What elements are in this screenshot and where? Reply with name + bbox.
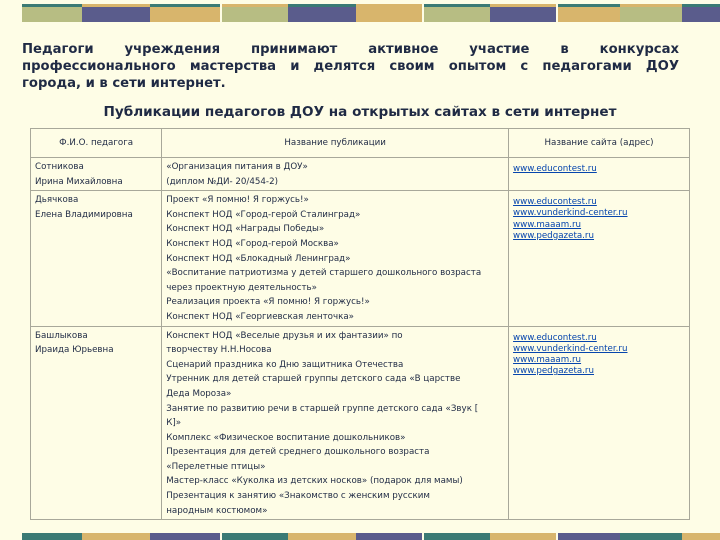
decorative-stripe-accent	[356, 4, 422, 7]
section-title: Публикации педагогов ДОУ на открытых сайтах в сети интернет	[103, 104, 617, 120]
publication-cell	[162, 326, 509, 520]
column-header-publication: Название публикации	[162, 129, 509, 158]
decorative-stripe	[22, 6, 82, 22]
publications-table	[30, 128, 690, 520]
publication-line: Презентация к занятию «Знакомство с женским русским	[166, 491, 430, 502]
top-decorative-stripes	[0, 0, 720, 22]
decorative-stripe	[222, 6, 288, 22]
publication-line: К]»	[166, 418, 182, 429]
table-header-row	[31, 129, 690, 158]
publication-line: Мастер-класс «Куколка из детских носков» (подарок для мамы)	[166, 476, 463, 487]
teacher-name-line: Ираида Юрьевна	[35, 345, 114, 356]
publication-line: «Организация питания в ДОУ»	[166, 162, 308, 172]
publication-line: Конспект НОД «Блокадный Ленинград»	[166, 253, 351, 264]
publication-line: Конспект НОД «Веселые друзья и их фантазии» по	[166, 330, 403, 341]
teacher-cell	[31, 191, 162, 326]
decorative-stripe	[620, 533, 682, 540]
publication-line: Комплекс «Физическое воспитание дошкольников»	[166, 432, 406, 443]
decorative-stripe	[22, 533, 82, 540]
site-link[interactable]: www.maaam.ru	[513, 354, 582, 365]
decorative-stripe	[150, 6, 220, 22]
table-row	[31, 158, 690, 191]
decorative-stripe	[288, 6, 356, 22]
table-row	[31, 326, 690, 520]
table-body	[31, 158, 690, 520]
teacher-name-line: Ирина Михайловна	[35, 176, 123, 187]
site-link[interactable]: www.educontest.ru	[513, 332, 597, 343]
decorative-stripe-accent	[620, 4, 682, 7]
publication-line: Деда Мороза»	[166, 388, 232, 399]
decorative-stripe-accent	[22, 4, 82, 7]
publication-line: Сценарий праздника ко Дню защитника Отечества	[166, 359, 404, 370]
decorative-stripe-accent	[682, 4, 720, 7]
publication-line: «Воспитание патриотизма у детей старшего дошкольного возраста	[166, 268, 482, 279]
publication-cell	[162, 158, 509, 191]
decorative-stripe	[558, 533, 620, 540]
teacher-name-line: Сотникова	[35, 162, 84, 172]
site-cell	[509, 326, 690, 520]
decorative-stripe	[288, 533, 356, 540]
publication-line: Проект «Я помню! Я горжусь!»	[166, 195, 309, 206]
site-link[interactable]: www.pedgazeta.ru	[513, 366, 595, 377]
site-cell	[509, 191, 690, 326]
intro-line: города, и в сети интернет.	[22, 76, 226, 91]
publication-line: Конспект НОД «Город-герой Сталинград»	[166, 209, 361, 220]
decorative-stripe	[682, 6, 720, 22]
decorative-stripe-accent	[424, 4, 490, 7]
site-link[interactable]: www.educontest.ru	[513, 164, 597, 174]
decorative-stripe-accent	[150, 4, 220, 7]
decorative-stripe	[620, 6, 682, 22]
decorative-stripe	[356, 6, 422, 22]
intro-paragraph	[22, 41, 679, 92]
table-row	[31, 191, 690, 326]
decorative-stripe	[424, 533, 490, 540]
teacher-name-line: Дьячкова	[35, 195, 79, 206]
site-link[interactable]: www.vunderkind-center.ru	[513, 343, 628, 354]
decorative-stripe	[356, 533, 422, 540]
teacher-name-line: Башлыкова	[35, 330, 88, 341]
column-header-teacher: Ф.И.О. педагога	[31, 129, 162, 158]
decorative-stripe	[490, 6, 556, 22]
decorative-stripe-accent	[490, 4, 556, 7]
decorative-stripe	[490, 533, 556, 540]
decorative-stripe	[150, 533, 220, 540]
publication-line: Конспект НОД «Георгиевская ленточка»	[166, 311, 354, 322]
decorative-stripe	[424, 6, 490, 22]
publication-line: Утренник для детей старшей группы детского сада «В царстве	[166, 374, 461, 385]
decorative-stripe-accent	[288, 4, 356, 7]
publication-line: (диплом №ДИ- 20/454-2)	[166, 176, 278, 187]
site-cell	[509, 158, 690, 191]
decorative-stripe-accent	[558, 4, 620, 7]
publication-line: народным костюмом»	[166, 505, 268, 516]
decorative-stripe	[558, 6, 620, 22]
publication-line: «Перелетные птицы»	[166, 461, 266, 472]
site-link[interactable]: www.educontest.ru	[513, 197, 597, 208]
decorative-stripe-accent	[82, 4, 150, 7]
decorative-stripe	[222, 533, 288, 540]
publication-cell	[162, 191, 509, 326]
publication-line: Занятие по развитию речи в старшей группе детского сада «Звук [	[166, 403, 479, 414]
publication-line: через проектную деятельность»	[166, 282, 317, 293]
column-header-site: Название сайта (адрес)	[509, 129, 690, 158]
intro-line: профессионального мастерства и делятся своим опытом с педагогами ДОУ	[22, 59, 679, 74]
publication-line: Конспект НОД «Награды Победы»	[166, 224, 325, 235]
bottom-decorative-stripes	[0, 533, 720, 540]
decorative-stripe	[82, 533, 150, 540]
publication-line: Презентация для детей среднего дошкольного возраста	[166, 447, 430, 458]
site-link[interactable]: www.vunderkind-center.ru	[513, 208, 628, 219]
teacher-name-line: Елена Владимировна	[35, 209, 133, 220]
decorative-stripe-accent	[222, 4, 288, 7]
intro-line: Педагоги учреждения принимают активное участие в конкурсах	[22, 42, 679, 57]
site-link[interactable]: www.pedgazeta.ru	[513, 230, 595, 241]
publication-line: Реализация проекта «Я помню! Я горжусь!»	[166, 297, 370, 308]
decorative-stripe	[82, 6, 150, 22]
site-link[interactable]: www.maaam.ru	[513, 219, 582, 230]
publication-line: творчеству Н.Н.Носова	[166, 345, 272, 356]
teacher-cell	[31, 326, 162, 520]
teacher-cell	[31, 158, 162, 191]
decorative-stripe	[682, 533, 720, 540]
publication-line: Конспект НОД «Город-герой Москва»	[166, 238, 339, 249]
